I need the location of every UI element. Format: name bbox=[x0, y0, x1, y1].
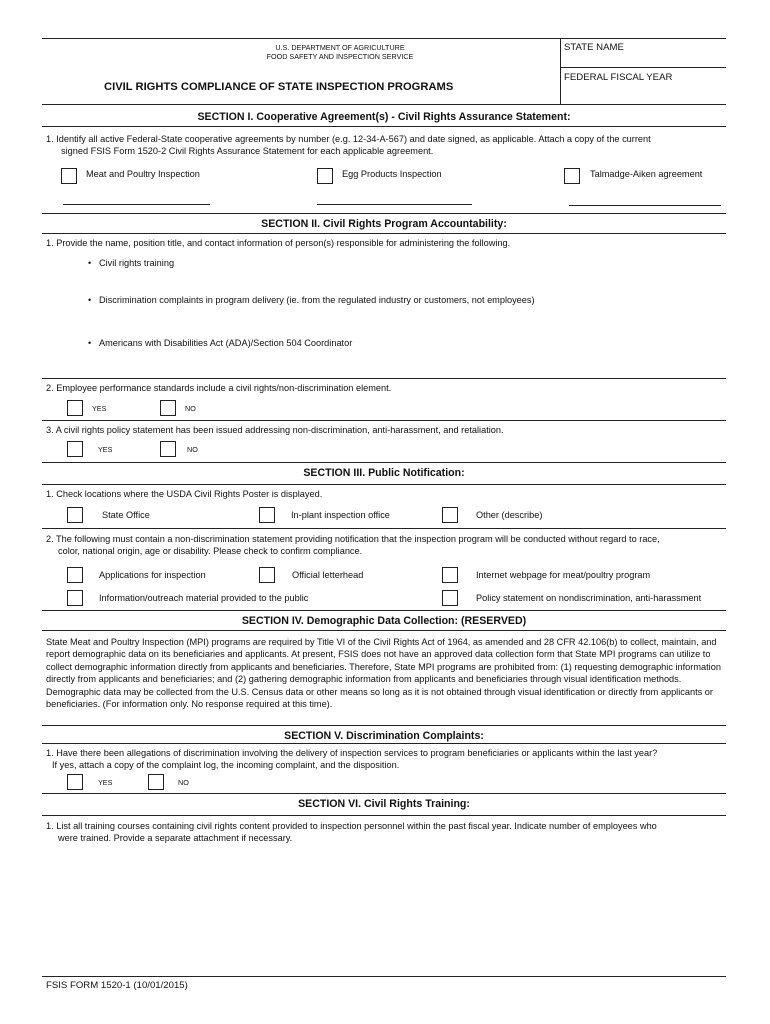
footer-rule bbox=[42, 976, 726, 977]
form-id: FSIS FORM 1520-1 (10/01/2015) bbox=[46, 980, 188, 991]
section-1-title: SECTION I. Cooperative Agreement(s) - Civil Rights Assurance Statement: bbox=[197, 111, 571, 123]
agency-line-1: U.S. DEPARTMENT OF AGRICULTURE bbox=[275, 43, 405, 52]
section-2-q2-end-rule bbox=[42, 420, 726, 421]
egg-products-checkbox[interactable] bbox=[317, 168, 333, 184]
section-4-body: State Meat and Poultry Inspection (MPI) programs are required by Title VI of the Civil Rights Act of 1964, as amended and 28 CFR 42.106(b) to collect, maintain, and report demographic data on its beneficiaries and applicants. At present, FSIS does not have an approved data collection form that State MPI programs can utilize to collect demographic information directly from applicants and beneficiaries. Therefore, State MPI programs are prohibited from: (1) requesting demographic information directly from applicants and beneficiaries; and (2) gathering demographic information from applicants and beneficiaries through visual identification methods. Demographic data may be collected from the U.S. Census data or other means so long as it is not obtained through visual identification or directly from applicants or beneficiaries. (For information only. No response required at this time). bbox=[46, 637, 721, 710]
talmadge-aiken-agreement-line[interactable] bbox=[569, 205, 721, 206]
meat-poultry-checkbox[interactable] bbox=[61, 168, 77, 184]
section-6-title-rule bbox=[42, 815, 726, 816]
header-bottom-rule bbox=[42, 104, 726, 105]
other-location-label: Other (describe) bbox=[476, 510, 543, 520]
q2-yes-checkbox[interactable] bbox=[67, 400, 83, 416]
letterhead-checkbox[interactable] bbox=[259, 567, 275, 583]
complaints-yes-label: YES bbox=[98, 778, 113, 787]
state-office-checkbox[interactable] bbox=[67, 507, 83, 523]
section-6-title: SECTION VI. Civil Rights Training: bbox=[298, 798, 470, 810]
in-plant-office-checkbox[interactable] bbox=[259, 507, 275, 523]
section-1-title-rule bbox=[42, 126, 726, 127]
talmadge-aiken-label: Talmadge-Aiken agreement bbox=[590, 169, 703, 179]
other-location-checkbox[interactable] bbox=[442, 507, 458, 523]
section-6-q1-line1: 1. List all training courses containing civil rights content provided to inspection personnel within the past fiscal year. Indicate number of employees who bbox=[46, 821, 657, 831]
section-3-title: SECTION III. Public Notification: bbox=[303, 467, 465, 479]
q3-yes-checkbox[interactable] bbox=[67, 441, 83, 457]
section-1-q1-line2: signed FSIS Form 1520-2 Civil Rights Assurance Statement for each applicable agreement. bbox=[61, 146, 434, 156]
section-1-q1-line1: 1. Identify all active Federal-State cooperative agreements by number (e.g. 12-34-A-567) and date signed, as applicable. Attach a copy of the current bbox=[46, 134, 651, 144]
state-office-label: State Office bbox=[102, 510, 150, 520]
section-4-title: SECTION IV. Demographic Data Collection: (RESERVED) bbox=[241, 615, 527, 627]
section-2-q1-end-rule bbox=[42, 378, 726, 379]
section-2-q1: 1. Provide the name, position title, and contact information of person(s) responsible for administering the following. bbox=[46, 238, 511, 248]
header-top-rule bbox=[42, 38, 726, 39]
section-3-q2-line2: color, national origin, age or disability. Please check to confirm compliance. bbox=[58, 546, 363, 556]
applications-label: Applications for inspection bbox=[99, 570, 206, 580]
agency-line-2: FOOD SAFETY AND INSPECTION SERVICE bbox=[266, 52, 414, 61]
fiscal-year-field[interactable] bbox=[562, 85, 724, 102]
policy-statement-checkbox[interactable] bbox=[442, 590, 458, 606]
applications-checkbox[interactable] bbox=[67, 567, 83, 583]
complaints-yes-checkbox[interactable] bbox=[67, 774, 83, 790]
policy-statement-label: Policy statement on nondiscrimination, anti-harassment bbox=[476, 593, 702, 603]
section-2-title-rule bbox=[42, 233, 726, 234]
section-2-end-rule bbox=[42, 462, 726, 463]
meat-poultry-agreement-line[interactable] bbox=[63, 204, 210, 205]
meat-poultry-label: Meat and Poultry Inspection bbox=[86, 169, 200, 179]
section-2-q3: 3. A civil rights policy statement has been issued addressing non-discrimination, anti-harassment, and retaliation. bbox=[46, 425, 504, 435]
in-plant-office-label: In-plant inspection office bbox=[291, 510, 390, 520]
q2-yes-label: YES bbox=[92, 404, 107, 413]
outreach-material-checkbox[interactable] bbox=[67, 590, 83, 606]
section-3-q1-end-rule bbox=[42, 528, 726, 529]
q3-no-label: NO bbox=[187, 445, 198, 454]
q2-no-label: NO bbox=[185, 404, 196, 413]
state-name-field[interactable] bbox=[562, 54, 724, 66]
section-5-q1-line2: If yes, attach a copy of the complaint log, the incoming complaint, and the disposition. bbox=[52, 760, 400, 770]
section-3-title-rule bbox=[42, 484, 726, 485]
section-6-q1-line2: were trained. Provide a separate attachment if necessary. bbox=[58, 833, 293, 843]
fiscal-year-label: FEDERAL FISCAL YEAR bbox=[564, 72, 673, 83]
training-response-area[interactable] bbox=[46, 848, 722, 972]
q2-no-checkbox[interactable] bbox=[160, 400, 176, 416]
header-divider bbox=[560, 38, 561, 104]
webpage-label: Internet webpage for meat/poultry program bbox=[476, 570, 651, 580]
section-4-title-rule bbox=[42, 630, 726, 631]
header-field-divider bbox=[560, 67, 726, 68]
section-3-end-rule bbox=[42, 610, 726, 611]
form-title: CIVIL RIGHTS COMPLIANCE OF STATE INSPECTION PROGRAMS bbox=[104, 81, 454, 93]
section-2-title: SECTION II. Civil Rights Program Accountability: bbox=[261, 218, 507, 230]
q3-yes-label: YES bbox=[98, 445, 113, 454]
talmadge-aiken-checkbox[interactable] bbox=[564, 168, 580, 184]
outreach-material-label: Information/outreach material provided to the public bbox=[99, 593, 309, 603]
bullet-civil-rights-training: • Civil rights training bbox=[99, 257, 174, 269]
section-5-title: SECTION V. Discrimination Complaints: bbox=[284, 730, 484, 742]
state-name-label: STATE NAME bbox=[564, 42, 624, 53]
bullet-ada-coordinator: • Americans with Disabilities Act (ADA)/Section 504 Coordinator bbox=[99, 337, 352, 349]
section-5-title-rule bbox=[42, 743, 726, 744]
complaints-no-checkbox[interactable] bbox=[148, 774, 164, 790]
egg-products-label: Egg Products Inspection bbox=[342, 169, 442, 179]
section-2-q2: 2. Employee performance standards include a civil rights/non-discrimination element. bbox=[46, 383, 392, 393]
webpage-checkbox[interactable] bbox=[442, 567, 458, 583]
bullet-discrimination-complaints: • Discrimination complaints in program delivery (ie. from the regulated industry or customers, not employees) bbox=[99, 294, 535, 306]
section-5-q1-line1: 1. Have there been allegations of discrimination involving the delivery of inspection services to program beneficiaries or applicants within the last year? bbox=[46, 748, 658, 758]
section-1-end-rule bbox=[42, 213, 726, 214]
complaints-no-label: NO bbox=[178, 778, 189, 787]
section-5-end-rule bbox=[42, 793, 726, 794]
section-4-end-rule bbox=[42, 725, 726, 726]
letterhead-label: Official letterhead bbox=[292, 570, 364, 580]
section-3-q1: 1. Check locations where the USDA Civil Rights Poster is displayed. bbox=[46, 489, 323, 499]
section-3-q2-line1: 2. The following must contain a non-discrimination statement providing notification that the inspection program will be conducted without regard to race, bbox=[46, 534, 660, 544]
egg-products-agreement-line[interactable] bbox=[317, 204, 472, 205]
q3-no-checkbox[interactable] bbox=[160, 441, 176, 457]
